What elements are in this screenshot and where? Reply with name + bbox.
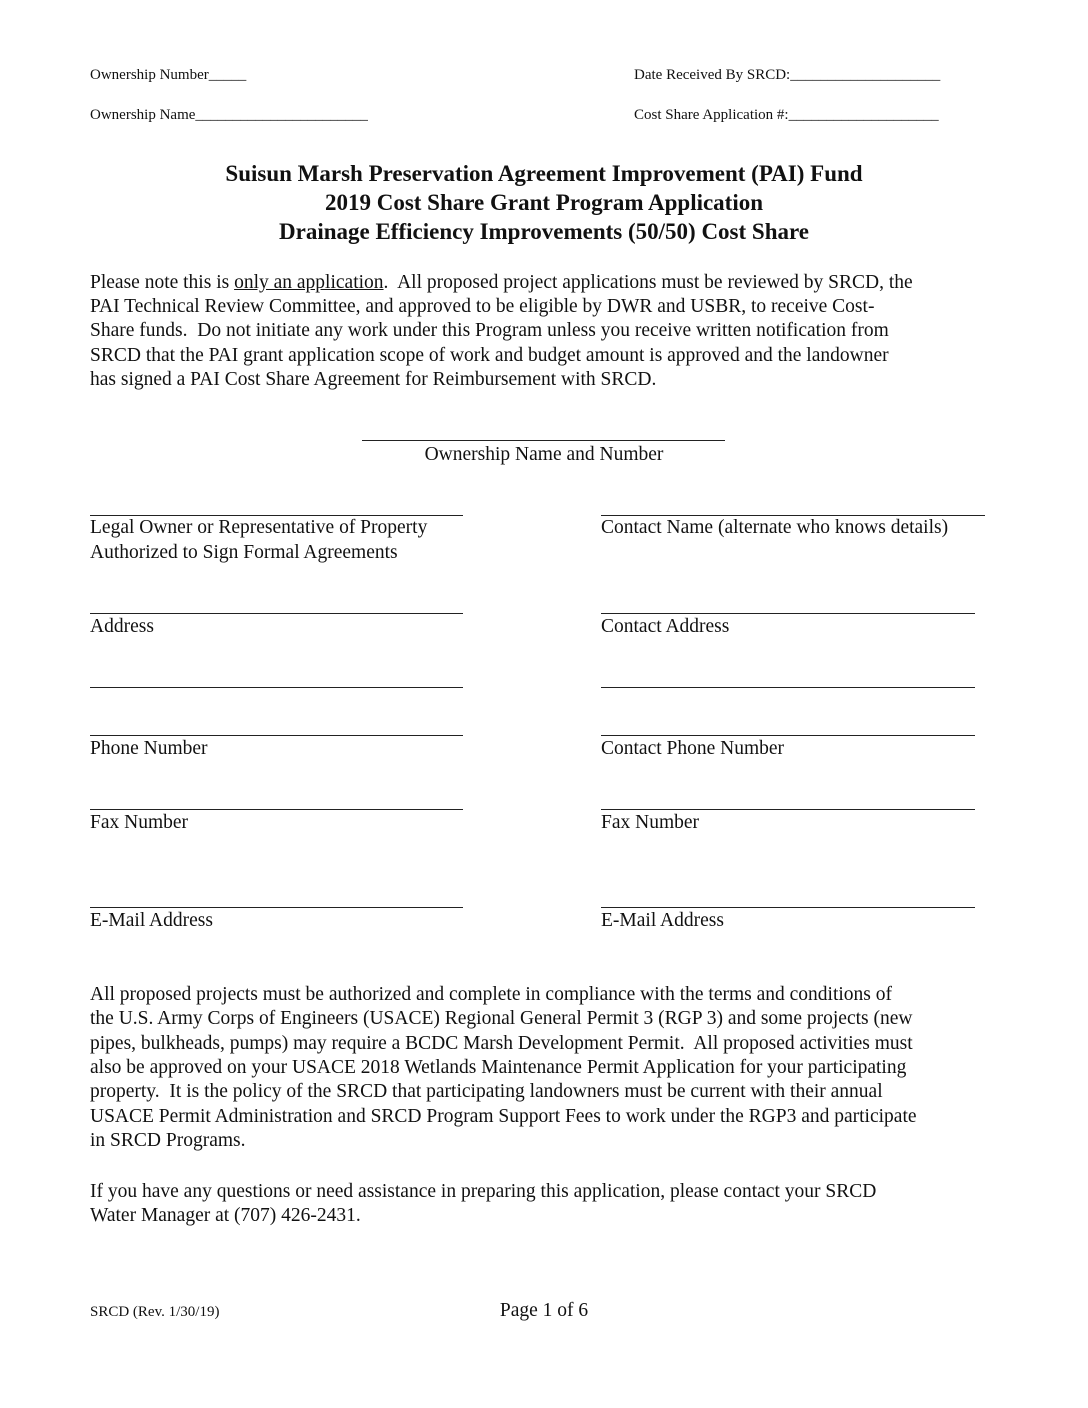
fax-line-right[interactable] — [601, 809, 975, 810]
fax-label-right: Fax Number — [601, 812, 700, 833]
ownership-number-field: Ownership Number_____ — [90, 67, 247, 83]
intro-line-4: SRCD that the PAI grant application scope of work and budget amount is approved and the landowner — [90, 345, 889, 366]
contact-address-line-2[interactable] — [601, 687, 975, 688]
contact-note-line-1: If you have any questions or need assistance in preparing this application, please contact your SRCD — [90, 1181, 877, 1202]
intro-line-1 — [90, 271, 913, 296]
title-line-3: Drainage Efficiency Improvements (50/50) Cost Share — [279, 219, 809, 244]
legal-owner-label-2: Authorized to Sign Formal Agreements — [90, 542, 398, 563]
email-label-left: E-Mail Address — [90, 910, 213, 931]
intro-underlined: only an application — [234, 272, 384, 293]
contact-address-line[interactable] — [601, 613, 975, 614]
email-line-right[interactable] — [601, 907, 975, 908]
address-line-2[interactable] — [90, 687, 463, 688]
title-line-1: Suisun Marsh Preservation Agreement Improvement (PAI) Fund — [225, 161, 863, 186]
email-line-left[interactable] — [90, 907, 463, 908]
legal-owner-label-1: Legal Owner or Representative of Property — [90, 517, 428, 538]
intro-rest: . All proposed project applications must be reviewed by SRCD, the — [383, 272, 913, 293]
phone-label: Phone Number — [90, 738, 208, 759]
email-label-right: E-Mail Address — [601, 910, 724, 931]
contact-phone-label: Contact Phone Number — [601, 738, 785, 759]
intro-line-3: Share funds. Do not initiate any work under this Program unless you receive written notification from — [90, 320, 889, 341]
intro-prefix: Please note this is — [90, 272, 235, 293]
title-line-2: 2019 Cost Share Grant Program Application — [324, 190, 764, 215]
compliance-line-7: in SRCD Programs. — [90, 1130, 246, 1151]
compliance-line-5: property. It is the policy of the SRCD that participating landowners must be current with their annual — [90, 1081, 883, 1102]
ownership-name-number-label: Ownership Name and Number — [424, 444, 664, 465]
compliance-line-6: USACE Permit Administration and SRCD Program Support Fees to work under the RGP3 and participate — [90, 1106, 917, 1127]
phone-line[interactable] — [90, 735, 463, 736]
page-number: Page 1 of 6 — [499, 1300, 589, 1321]
contact-phone-line[interactable] — [601, 735, 975, 736]
compliance-line-2: the U.S. Army Corps of Engineers (USACE) Regional General Permit 3 (RGP 3) and some projects (new — [90, 1008, 913, 1029]
fax-line-left[interactable] — [90, 809, 463, 810]
date-received-field: Date Received By SRCD:____________________ — [634, 67, 941, 83]
cost-share-application-field: Cost Share Application #:____________________ — [634, 107, 939, 123]
ownership-signature-line[interactable] — [362, 440, 725, 441]
address-line[interactable] — [90, 613, 463, 614]
contact-note-line-2: Water Manager at (707) 426-2431. — [90, 1205, 361, 1226]
contact-name-label: Contact Name (alternate who knows details) — [601, 517, 949, 538]
revision-note: SRCD (Rev. 1/30/19) — [90, 1304, 220, 1320]
compliance-line-4: also be approved on your USACE 2018 Wetlands Maintenance Permit Application for your participating — [90, 1057, 907, 1078]
compliance-line-1: All proposed projects must be authorized and complete in compliance with the terms and conditions of — [90, 984, 893, 1005]
fax-label-left: Fax Number — [90, 812, 189, 833]
intro-line-2: PAI Technical Review Committee, and approved to be eligible by DWR and USBR, to receive Cost- — [90, 296, 875, 317]
compliance-line-3: pipes, bulkheads, pumps) may require a BCDC Marsh Development Permit. All proposed activities must — [90, 1033, 913, 1054]
intro-line-5: has signed a PAI Cost Share Agreement for Reimbursement with SRCD. — [90, 369, 657, 390]
address-label: Address — [90, 616, 154, 637]
contact-address-label: Contact Address — [601, 616, 730, 637]
ownership-name-field: Ownership Name_______________________ — [90, 107, 368, 123]
